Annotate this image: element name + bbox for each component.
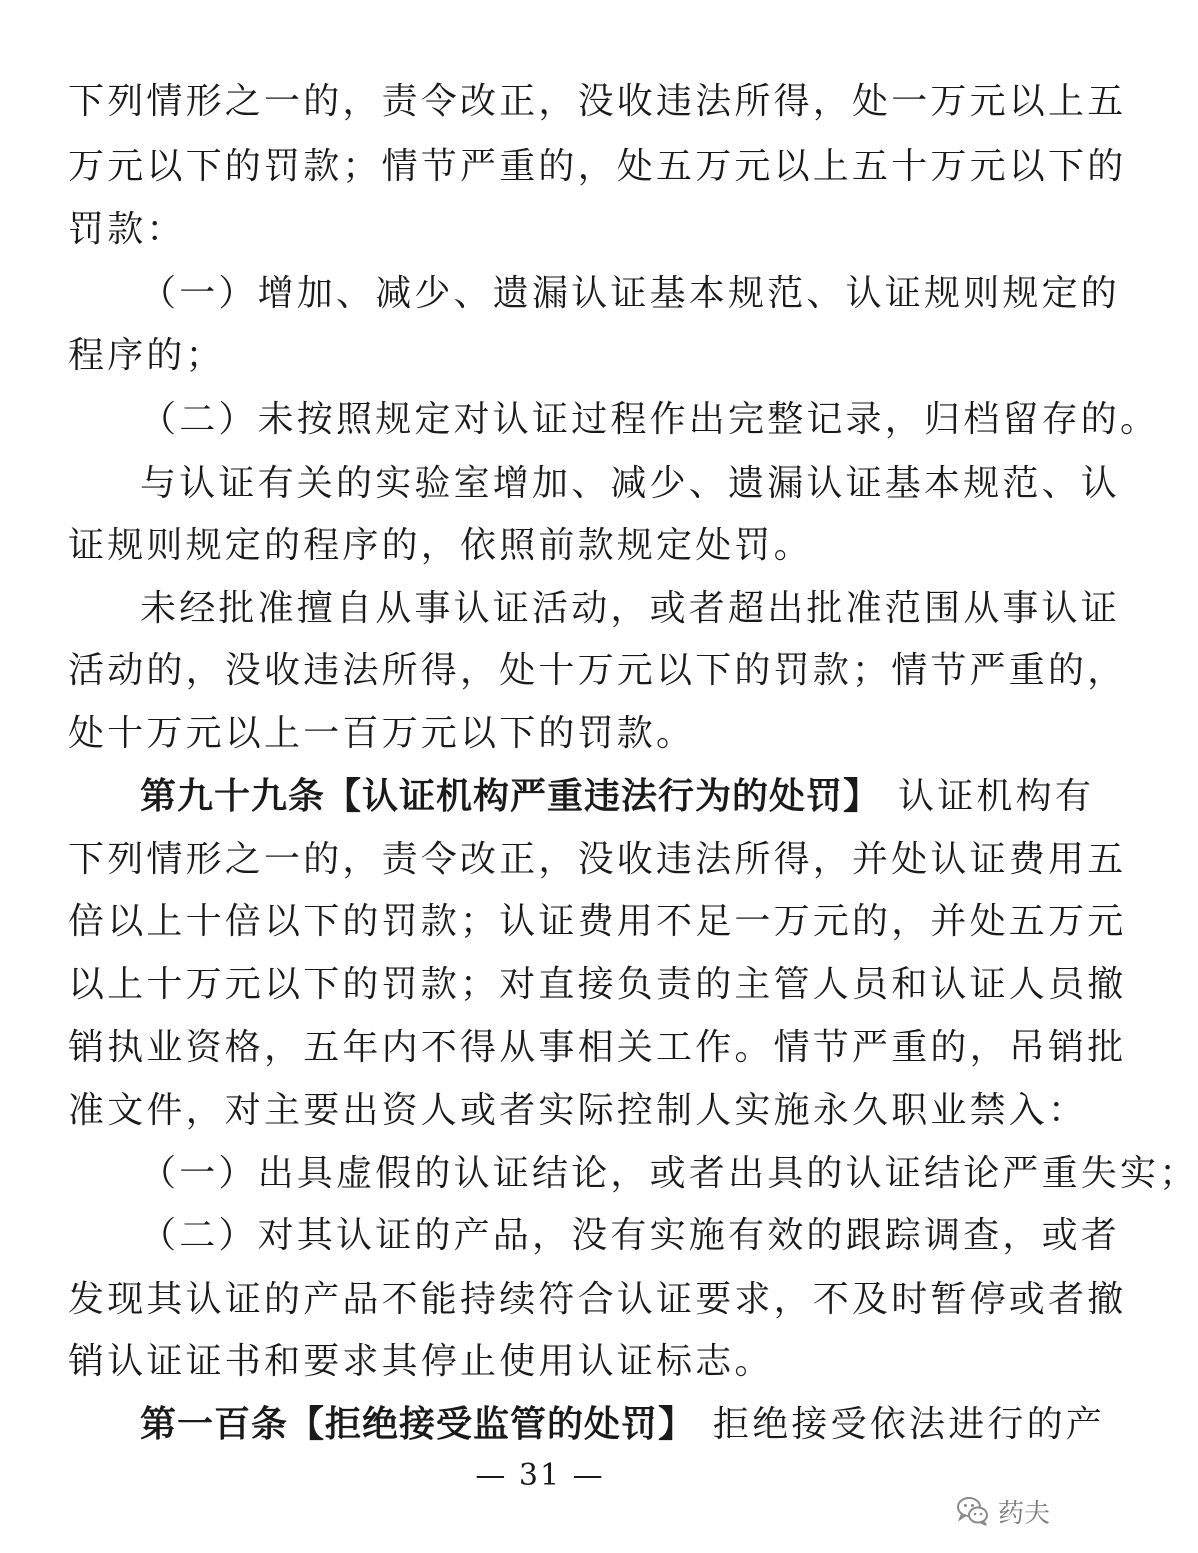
text-line: 发现其认证的产品不能持续符合认证要求，不及时暂停或者撤 xyxy=(68,1279,1127,1320)
text-line: 销执业资格，五年内不得从事相关工作。情节严重的，吊销批 xyxy=(68,1027,1127,1068)
article-99-text: 认证机构有 xyxy=(898,776,1095,817)
text-line: 以上十万元以下的罚款；对直接负责的主管人员和认证人员撤 xyxy=(68,964,1127,1005)
text-line: 罚款： xyxy=(68,209,186,250)
text-line: （一）增加、减少、遗漏认证基本规范、认证规则规定的 xyxy=(140,273,1121,314)
text-line: 倍以上十倍以下的罚款；认证费用不足一万元的，并处五万元 xyxy=(68,901,1127,942)
watermark xyxy=(956,1486,1050,1536)
text-line: 万元以下的罚款；情节严重的，处五万元以上五十万元以下的 xyxy=(68,146,1127,187)
article-100-heading: 第一百条【拒绝接受监管的处罚】 xyxy=(140,1404,696,1445)
article-99-heading: 第九十九条【认证机构严重违法行为的处罚】 xyxy=(140,776,881,817)
text-line: 证规则规定的程序的，依照前款规定处罚。 xyxy=(68,525,813,566)
text-line: 活动的，没收违法所得，处十万元以下的罚款；情节严重的， xyxy=(68,650,1127,691)
text-line: 准文件，对主要出资人或者实际控制人实施永久职业禁入： xyxy=(68,1090,1088,1131)
article-100-text: 拒绝接受依法进行的产 xyxy=(713,1404,1106,1445)
text-line: 与认证有关的实验室增加、减少、遗漏认证基本规范、认 xyxy=(140,463,1121,504)
text-line: 销认证证书和要求其停止使用认证标志。 xyxy=(68,1341,774,1382)
text-line: （二）对其认证的产品，没有实施有效的跟踪调查，或者 xyxy=(140,1215,1121,1256)
watermark-text: 药夫 xyxy=(997,1498,1050,1529)
text-line: 下列情形之一的，责令改正，没收违法所得，并处认证费用五 xyxy=(68,839,1127,880)
text-line: （二）未按照规定对认证过程作出完整记录，归档留存的。 xyxy=(140,399,1160,440)
text-line: 处十万元以上一百万元以下的罚款。 xyxy=(68,713,696,754)
text-line: 程序的； xyxy=(68,335,225,376)
wechat-icon xyxy=(956,1494,990,1528)
page-number: — 31 — xyxy=(475,1458,605,1493)
article-100-line xyxy=(140,1403,1106,1447)
text-line: 下列情形之一的，责令改正，没收违法所得，处一万元以上五 xyxy=(68,81,1127,122)
article-99-line xyxy=(140,775,1095,819)
text-line: 未经批准擅自从事认证活动，或者超出批准范围从事认证 xyxy=(140,588,1121,629)
text-line: （一）出具虚假的认证结论，或者出具的认证结论严重失实； xyxy=(140,1153,1198,1194)
